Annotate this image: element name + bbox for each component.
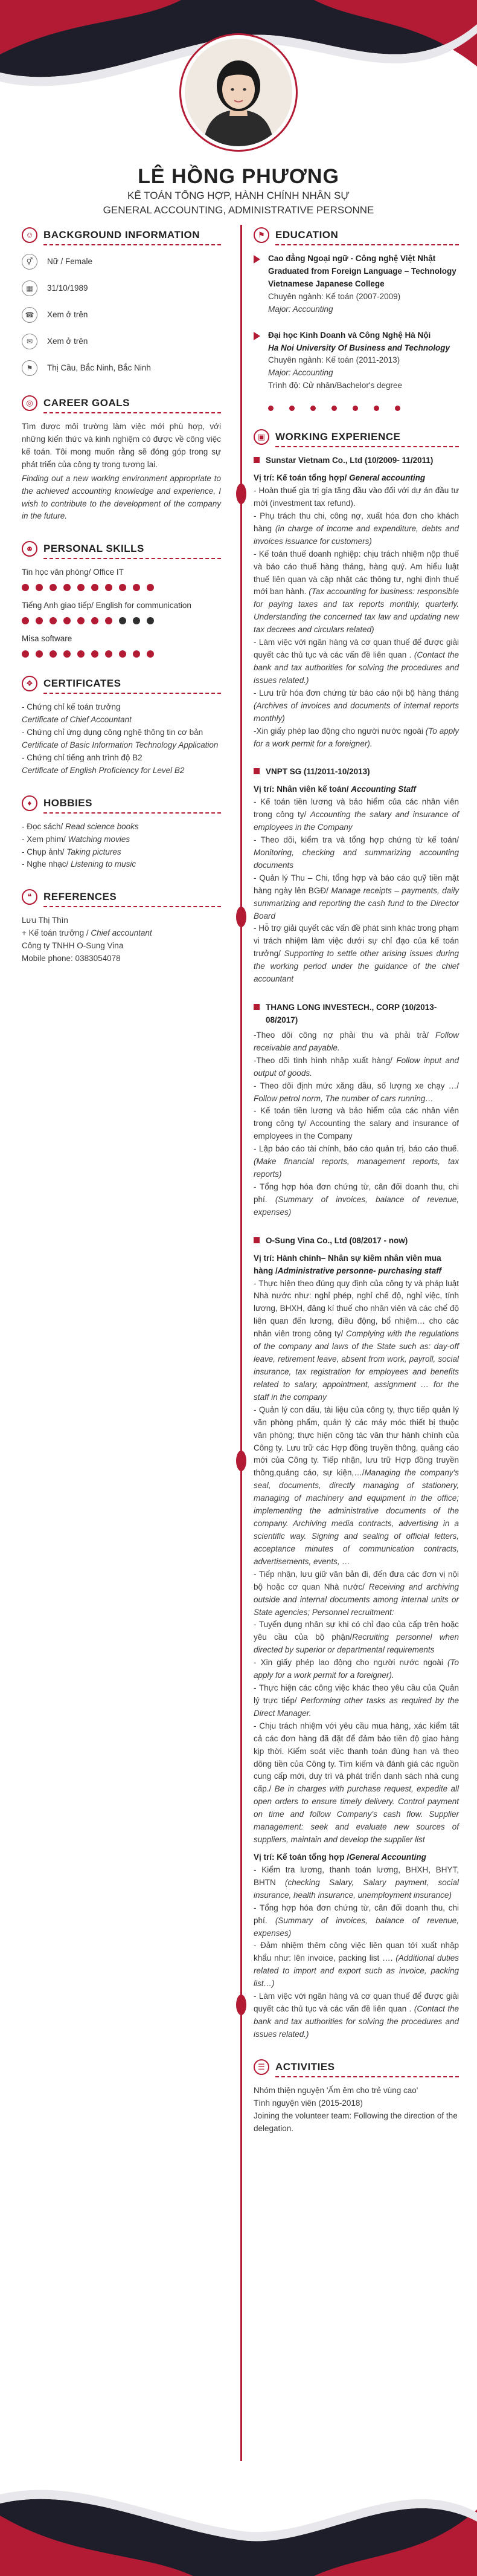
section-title: CAREER GOALS xyxy=(43,396,130,409)
job-duty-vietnamese: - Theo dõi, kiểm tra và tổng hợp chứng từ kế toán/ xyxy=(254,835,459,845)
job-duty-vietnamese: - Kiểm tra lương, thanh toán lương, BHXH, BHYT, BHTN xyxy=(254,1865,459,1887)
hobby-english: Read science books xyxy=(65,821,139,831)
job-duty-english: (Summary of invoices, balance of revenue, expenses) xyxy=(254,1194,459,1217)
decorative-dot xyxy=(268,406,274,411)
gender-icon: ⚥ xyxy=(22,254,37,270)
footer-wave-decoration xyxy=(0,2485,477,2576)
school-name: Đại học Kinh Doanh và Công Nghệ Hà Nội xyxy=(268,330,431,340)
job-duty xyxy=(254,1404,459,1568)
job-duty xyxy=(254,485,459,510)
job-duty-english: Receiving and archiving outside and internal documents among internal units or State agencies; Personnel recruitment: xyxy=(254,1582,459,1617)
rating-dot xyxy=(133,584,140,591)
career-goal-vietnamese: Tìm được môi trường làm việc mới phù hợp, với những kiến thức và kinh nghiệm có được về công việc kế toán. Tôi mong muốn rằng sẽ đóng góp trong sự phát triển của công ty trong tương lai. xyxy=(22,422,221,469)
decorative-dot xyxy=(289,406,295,411)
timeline-ornament xyxy=(236,1451,246,1471)
rating-dot xyxy=(77,650,85,658)
info-email xyxy=(22,332,221,351)
certificate-vietnamese: - Chứng chỉ ứng dụng công nghệ thông tin cơ bản xyxy=(22,727,203,737)
job-duty-english: Managing the company's seal, documents, directly managing of stationery, managing of machinery and equipment in the office; implementing the administrative documents of the company. Archiving media contracts, advertising in a scientific way. Signing and sealing of official letters, acceptance minutes of communication contracts, advertisements, events, … xyxy=(254,1468,459,1566)
personal-skills-section xyxy=(22,539,221,658)
candidate-name: LÊ HỒNG PHƯƠNG xyxy=(138,165,339,188)
job-role-english: Administrative personne- purchasing staff xyxy=(277,1266,442,1275)
section-divider xyxy=(43,412,221,413)
job-duty xyxy=(254,1657,459,1682)
job-duty-english: (Contact the bank and tax authorities for solving the procedures and issues related.) xyxy=(254,2004,459,2039)
job-duty-vietnamese: - Lập báo cáo tài chính, báo cáo quản trị, báo cáo thuế. xyxy=(254,1144,459,1154)
rating-dot xyxy=(91,650,98,658)
job-header xyxy=(254,1002,459,1027)
skills-list xyxy=(22,566,221,658)
rating-dot xyxy=(36,650,43,658)
job-duty-vietnamese: - Tổng hợp hóa đơn chứng từ, cân đối doanh thu, chi phí. xyxy=(254,1903,459,1925)
section-title: BACKGROUND INFORMATION xyxy=(43,228,200,241)
job-duty xyxy=(254,1990,459,2041)
job-duty xyxy=(254,1940,459,1990)
job-duty xyxy=(254,636,459,687)
rating-dot xyxy=(147,584,154,591)
job-duty xyxy=(254,1720,459,1846)
job-role xyxy=(254,783,459,796)
job-item xyxy=(254,1235,459,2041)
job-duty-english: (To apply for a work permit for a foreigner). xyxy=(254,1658,459,1680)
phone-icon: ☎ xyxy=(22,307,37,323)
jobs-list xyxy=(254,455,459,2041)
job-header xyxy=(254,766,459,778)
job-duty-vietnamese: - Thực hiện các công việc khác theo yêu cầu của Quản lý trực tiếp/ xyxy=(254,1683,459,1705)
job-duty-vietnamese: - Tổng hợp hóa đơn chứng từ, cân đối doanh thu, chi phí. xyxy=(254,1182,459,1204)
calendar-icon: ▦ xyxy=(22,280,37,296)
job-duty-vietnamese: - Hỗ trợ giải quyết các vấn đề phát sinh khác trong phạm vi trách nhiệm làm việc dưới sự chỉ đạo của kế toán trưởng/ xyxy=(254,924,459,959)
skill-name: Tiếng Anh giao tiếp/ English for communication xyxy=(22,601,191,610)
info-address xyxy=(22,359,221,377)
job-duty-english: (To apply for a work permit for a foreigner). xyxy=(254,726,459,748)
info-text: Nữ / Female xyxy=(47,256,93,266)
job-duty xyxy=(254,1568,459,1619)
school-name: Cao đẳng Ngoại ngữ - Công nghệ Việt Nhật xyxy=(268,254,436,263)
skill-rating xyxy=(22,584,221,591)
reference-role xyxy=(22,927,221,940)
job-duty-vietnamese: - Phụ trách thu chi, công nợ, xuất hóa đơn cho khách hàng xyxy=(254,511,459,533)
rating-dot xyxy=(22,584,29,591)
job-duty-vietnamese: - Chịu trách nhiệm với yêu cầu mua hàng, xác kiểm tất cả các đơn hàng đã đặt để đảm bảo tiền độ giao hàng kịp thời. Kiểm soát việc thanh toán đúng hạn và theo dõng tiền của Công ty. Tìm kiếm và đánh giá các nguồn cung cấp mới, duy trì và phát triển danh sách nhà cung cấp./ xyxy=(254,1721,459,1794)
hobby-vietnamese: - Nghe nhạc/ xyxy=(22,859,71,869)
job-company: O-Sung Vina Co., Ltd (08/2017 - now) xyxy=(266,1235,408,1245)
job-marker-icon xyxy=(254,1237,260,1243)
job-duty xyxy=(254,834,459,872)
job-duty-english: Recruiting personnel when directed by superior or departmental requirements xyxy=(254,1633,459,1655)
rating-dot xyxy=(133,617,140,624)
job-role-vietnamese: Vị trí: Nhân viên kế toán/ xyxy=(254,785,351,794)
location-icon: ⚑ xyxy=(22,360,37,376)
section-title: WORKING EXPERIENCE xyxy=(275,431,401,443)
rating-dot xyxy=(119,584,126,591)
hobby-item xyxy=(22,858,221,871)
rating-dot xyxy=(50,650,57,658)
rating-dot xyxy=(36,617,43,624)
job-duty-vietnamese: - Làm việc với ngân hàng và cơ quan thuế để được giải quyết các thủ tục và các vấn đề liên quan . xyxy=(254,638,459,660)
section-header xyxy=(254,225,459,245)
section-title: ACTIVITIES xyxy=(275,2060,335,2073)
job-role-vietnamese: Vị trí: Kế toán tổng hợp/ xyxy=(254,473,347,483)
job-duty xyxy=(254,1055,459,1080)
rating-dot xyxy=(147,650,154,658)
education-section xyxy=(254,225,459,411)
avatar-illustration xyxy=(185,39,292,146)
job-duty-vietnamese: - Kế toán tiền lương và bảo hiểm của các nhân viên trong công ty/ Accounting the salary and insurance of employees in the Company xyxy=(254,1106,459,1141)
job-role-english: General Accounting xyxy=(349,1853,426,1862)
job-marker-icon xyxy=(254,457,260,463)
section-divider xyxy=(43,906,221,907)
education-major-english: Major: Accounting xyxy=(268,368,333,378)
decorative-dot xyxy=(374,406,379,411)
rating-dot xyxy=(105,617,112,624)
job-marker-icon xyxy=(254,1004,260,1010)
certificate-english: Certificate of English Proficiency for Level B2 xyxy=(22,765,185,775)
briefcase-icon: ▣ xyxy=(254,429,269,445)
reference-name: Lưu Thị Thìn xyxy=(22,916,68,925)
skill-name: Tin học văn phòng/ Office IT xyxy=(22,568,124,577)
info-text: Xem ở trên xyxy=(47,336,88,346)
section-header xyxy=(22,673,221,694)
rating-dot xyxy=(36,584,43,591)
job-duty xyxy=(254,1029,459,1055)
skill-name: Misa software xyxy=(22,634,72,644)
job-duty xyxy=(254,796,459,834)
job-role xyxy=(254,1252,459,1278)
job-duty-vietnamese: - Tiếp nhận, lưu giữ văn bản đi, đến đưa các đơn vị nội bộ hoặc cơ quan Nhà nước/ xyxy=(254,1569,459,1591)
decorative-dots xyxy=(268,406,459,411)
job-duty-english: Follow petrol norm, The number of cars running… xyxy=(254,1093,434,1103)
job-duty-english: (Summary of invoices, balance of revenue, expenses) xyxy=(254,1915,459,1938)
section-title: HOBBIES xyxy=(43,797,92,809)
section-header xyxy=(22,225,221,245)
activity-icon: ☰ xyxy=(254,2059,269,2075)
job-duty-english: Complying with the regulations of the company and laws of the State such as: day-off leave, retirement leave, absent from work, payroll, social insurance, tax registration for employees and benefits related to salary, appointment, assignment … for the staff in the company xyxy=(254,1329,459,1402)
job-header xyxy=(254,1235,459,1248)
certificate-english: Certificate of Chief Accountant xyxy=(22,715,132,725)
decorative-dot xyxy=(310,406,316,411)
job-duty xyxy=(254,1864,459,1902)
job-duty-vietnamese: - Xin giấy phép lao động cho người nước ngoài xyxy=(254,1658,447,1668)
section-header xyxy=(22,393,221,413)
school-name-english: Graduated from Foreign Language – Technology Vietnamese Japanese College xyxy=(268,266,456,288)
section-divider xyxy=(43,244,221,245)
job-duty-english: Supporting to settle other arising issues during the working period under the guidance of the chief accountant xyxy=(254,949,459,984)
section-title: REFERENCES xyxy=(43,891,117,903)
job-duty-english: Follow input and output of goods. xyxy=(254,1055,459,1078)
job-duty-vietnamese: - Kế toán thuế doanh nghiệp: chịu trách nhiệm nộp thuế và báo cáo thuế hàng tháng, hàng quý. Am hiểu luật thuế liên quan và cập nhật các thông tư, nghị định thuế mới ban hành. xyxy=(254,549,459,597)
timeline-bullet-icon xyxy=(254,255,260,264)
email-icon: ✉ xyxy=(22,334,37,349)
background-section xyxy=(22,225,221,377)
avatar xyxy=(181,35,296,150)
section-header xyxy=(22,887,221,907)
job-item xyxy=(254,1002,459,1219)
decorative-dot xyxy=(395,406,400,411)
career-goals-section xyxy=(22,393,221,523)
hobby-vietnamese: - Xem phim/ xyxy=(22,834,68,844)
rating-dot xyxy=(119,617,126,624)
job-duty-vietnamese: - Tuyển dụng nhân sự khi có chỉ đạo của cấp trên hoặc yêu cầu của bộ phận/ xyxy=(254,1620,459,1642)
skill-rating xyxy=(22,617,221,624)
job-company: THANG LONG INVESTECH., CORP (10/2013-08/2017) xyxy=(266,1003,437,1025)
section-header xyxy=(254,427,459,447)
hobby-english: Watching movies xyxy=(68,834,130,844)
info-gender xyxy=(22,253,221,271)
job-item xyxy=(254,766,459,986)
education-item xyxy=(254,253,459,316)
hobby-item xyxy=(22,846,221,859)
job-duty-vietnamese: - Theo dõi định mức xăng dầu, số lượng xe chạy …/ xyxy=(254,1081,459,1090)
right-column xyxy=(254,225,459,2151)
timeline-bullet-icon xyxy=(254,332,260,340)
certificate-icon: ❖ xyxy=(22,676,37,691)
job-duty-english: Performing other tasks as required by the Direct Manager. xyxy=(254,1695,459,1718)
job-duty-vietnamese: -Theo dõi công nợ phải thu và phải trả/ xyxy=(254,1030,435,1040)
certificate-english: Certificate of Basic Information Technology Application xyxy=(22,740,219,749)
activity-item: Joining the volunteer team: Following the direction of the delegation. xyxy=(254,2111,458,2133)
timeline-line xyxy=(240,225,242,2461)
hobby-item xyxy=(22,833,221,846)
rating-dot xyxy=(147,617,154,624)
job-duty-english: Follow receivable and payable. xyxy=(254,1030,459,1052)
job-company: Sunstar Vietnam Co., Ltd (10/2009- 11/2011) xyxy=(266,456,434,465)
job-duty xyxy=(254,548,459,636)
job-duty xyxy=(254,725,459,751)
info-phone xyxy=(22,306,221,324)
job-role-english: Accounting Staff xyxy=(351,785,417,794)
job-duty-english: Accounting the salary and insurance of employees in the Company xyxy=(254,810,459,832)
rating-dot xyxy=(133,650,140,658)
hobbies-section xyxy=(22,793,221,872)
job-duty-english: (checking Salary, Salary payment, social insurance, health insurance, unemployment insurance) xyxy=(254,1877,459,1900)
reference-role-vietnamese: + Kế toán trưởng / xyxy=(22,928,89,938)
job-duty-vietnamese: - Quản lý Thu – Chi, tổng hợp và báo cáo quỹ tiền mặt hàng ngày lên BGĐ/ xyxy=(254,873,459,895)
rating-dot xyxy=(22,650,29,658)
section-title: EDUCATION xyxy=(275,228,339,241)
job-duty xyxy=(254,1278,459,1404)
skill-rating xyxy=(22,650,221,658)
user-icon: ☺ xyxy=(22,227,37,243)
job-duty xyxy=(254,1902,459,1940)
certificate-vietnamese: - Chứng chỉ kế toán trưởng xyxy=(22,702,121,712)
job-duty-vietnamese: - Thực hiện theo đúng quy định của công ty và pháp luật Nhà nước như: nghỉ phép, nghỉ chế độ, nghỉ việc, tính lương, BHXH, đăng kí thuế cho nhân viên và các chế độ liên quan đến lương, điều động, bổ nhiệm… cho các nhân viên trong công ty/ xyxy=(254,1278,459,1339)
job-duty-english: (in charge of income and expenditure, debts and invoices issuance for customers) xyxy=(254,523,459,546)
candidate-title xyxy=(0,189,477,218)
activity-item: Tình nguyện viên (2015-2018) xyxy=(254,2098,363,2108)
section-divider xyxy=(275,2076,459,2077)
section-divider xyxy=(275,244,459,245)
job-duty-english: (Archives of invoices and documents of internal reports monthly) xyxy=(254,701,459,723)
title-english: GENERAL ACCOUNTING, ADMINISTRATIVE PERSONNE xyxy=(103,204,374,216)
rating-dot xyxy=(105,584,112,591)
section-title: PERSONAL SKILLS xyxy=(43,543,144,555)
career-goal-english: Finding out a new working environment appropriate to the achieved accounting knowledge and experience, I wish to contribute to the development of the company in the future. xyxy=(22,473,221,521)
education-major-english: Major: Accounting xyxy=(268,304,333,314)
quote-icon: ❝ xyxy=(22,889,37,905)
section-divider xyxy=(275,446,459,447)
activity-item: Nhóm thiện nguyện 'Ấm êm cho trẻ vùng cao' xyxy=(254,2085,418,2095)
education-major: Chuyên ngành: Kế toán (2007-2009) xyxy=(268,291,401,301)
hobby-item xyxy=(22,821,221,833)
job-role xyxy=(254,472,459,485)
person-icon: ☻ xyxy=(22,541,37,557)
timeline-ornament xyxy=(236,484,246,504)
job-duty xyxy=(254,922,459,986)
job-duty xyxy=(254,1682,459,1720)
job-role-vietnamese: Vị trí: Hành chính– Nhân sự kiêm nhân viên mua hàng / xyxy=(254,1253,441,1275)
section-divider xyxy=(43,812,221,814)
section-header xyxy=(22,793,221,814)
activities-section xyxy=(254,2057,459,2135)
references-section xyxy=(22,887,221,965)
job-duty-vietnamese: - Đảm nhiệm thêm công việc liên quan tới xuất nhập khẩu như: lên invoice, packing list …. xyxy=(254,1941,459,1963)
rating-dot xyxy=(63,650,71,658)
info-text: Xem ở trên xyxy=(47,309,88,319)
job-marker-icon xyxy=(254,768,260,774)
timeline-ornament xyxy=(236,1995,246,2015)
timeline-ornament xyxy=(236,907,246,927)
job-duty-vietnamese: - Làm việc với ngân hàng và cơ quan thuế để được giải quyết các thủ tục và các vấn đề liên quan . xyxy=(254,1992,459,2014)
job-duty xyxy=(254,1619,459,1657)
job-duty-vietnamese: - Quản lý con dấu, tài liệu của công ty, thực tiếp quản lý văn phòng phẩm, quản lý các máy móc thiết bị thuộc văn phòng; thực hiện công tác văn thư hành chính của Công ty. Lưu trữ các Hợp đồng truyền thông, quảng cáo mới của Công ty. Tiếp nhận, lưu trữ Hợp đồng truyền thông,quảng cáo, sự kiện,…/ xyxy=(254,1405,459,1478)
job-role xyxy=(254,1851,459,1864)
hobby-vietnamese: - Chụp ảnh/ xyxy=(22,847,67,856)
rating-dot xyxy=(77,617,85,624)
certificate-vietnamese: - Chứng chỉ tiếng anh trình độ B2 xyxy=(22,752,142,762)
job-role-english: General accounting xyxy=(347,473,426,483)
job-company: VNPT SG (11/2011-10/2013) xyxy=(266,767,370,777)
section-header xyxy=(22,539,221,559)
rating-dot xyxy=(119,650,126,658)
rating-dot xyxy=(91,617,98,624)
certificates-section xyxy=(22,673,221,777)
school-name-english: Ha Noi University Of Business and Technology xyxy=(268,343,450,352)
job-duty xyxy=(254,1143,459,1181)
hobby-english: Taking pictures xyxy=(66,847,121,856)
gamepad-icon: ♦ xyxy=(22,795,37,811)
reference-role-english: Chief accountant xyxy=(91,928,152,938)
hobby-english: Listening to music xyxy=(71,859,136,869)
info-birthday xyxy=(22,279,221,297)
job-duty xyxy=(254,1181,459,1219)
section-divider xyxy=(43,558,221,559)
rating-dot xyxy=(91,584,98,591)
rating-dot xyxy=(63,584,71,591)
job-duty xyxy=(254,1080,459,1105)
rating-dot xyxy=(22,617,29,624)
section-header xyxy=(254,2057,459,2077)
job-duty xyxy=(254,510,459,548)
job-duty xyxy=(254,1105,459,1143)
rating-dot xyxy=(63,617,71,624)
job-duty-english: (Additional duties related to import and export such as invoice, packing list…) xyxy=(254,1953,459,1989)
job-duty-english: (Make financial reports, management reports, tax reports) xyxy=(254,1157,459,1179)
job-duty-english: Manage receipts – payments, daily summarizing and reporting the cash fund to the Director Board xyxy=(254,885,459,921)
experience-section xyxy=(254,427,459,2041)
reference-phone: Mobile phone: 0383054078 xyxy=(22,954,121,963)
job-duty-vietnamese: - Hoàn thuế gia trị gia tăng đầu vào đối với dự án đầu tư mới (investment tax refund). xyxy=(254,486,459,508)
left-column xyxy=(22,225,221,981)
rating-dot xyxy=(77,584,85,591)
decorative-dot xyxy=(353,406,358,411)
job-duty-english: Be in charges with purchase request, expedite all open orders to ensure timely delivery. Control payment on time and follow Company's cash flow. Supplier management: seek and evaluate new sources of suppliers, maintain and develop the supplier list xyxy=(254,1784,459,1845)
job-duty-vietnamese: - Lưu trữ hóa đơn chứng từ báo cáo nội bộ hàng tháng xyxy=(254,688,459,697)
job-duty-english: (Contact the bank and tax authorities for solving the procedures and issues related.) xyxy=(254,650,459,685)
rating-dot xyxy=(50,617,57,624)
job-role-vietnamese: Vị trí: Kế toán tổng hợp / xyxy=(254,1853,350,1862)
job-item xyxy=(254,455,459,750)
section-title: CERTIFICATES xyxy=(43,677,121,689)
target-icon: ◎ xyxy=(22,395,37,411)
job-duty-english: Monitoring, checking and summarizing accounting documents xyxy=(254,847,459,870)
job-duty-vietnamese: - Kế toán tiền lương và bảo hiểm của các nhân viên trong công ty/ xyxy=(254,797,459,820)
hobby-vietnamese: - Đọc sách/ xyxy=(22,821,66,831)
job-duty-vietnamese: -Xin giấy phép lao động cho người nước ngoài xyxy=(254,726,426,736)
reference-company: Công ty TNHH O-Sung Vina xyxy=(22,941,124,951)
job-duty-vietnamese: -Theo dõi tình hình nhập xuất hàng/ xyxy=(254,1055,397,1065)
education-major: Chuyên ngành: Kế toán (2011-2013) xyxy=(268,355,400,365)
graduation-cap-icon: ⚑ xyxy=(254,227,269,243)
education-degree: Trình độ: Cử nhân/Bachelor's degree xyxy=(268,381,402,390)
rating-dot xyxy=(105,650,112,658)
job-duty xyxy=(254,687,459,725)
job-duty xyxy=(254,872,459,923)
title-vietnamese: KẾ TOÁN TỔNG HỢP, HÀNH CHÍNH NHÂN SỰ xyxy=(127,190,350,201)
job-header xyxy=(254,455,459,467)
job-duty-english: (Tax accounting for business: responsible for paying taxes and tax reports monthly, quarterly. Understanding the concerned tax law and updating new tax decrees and circulars related) xyxy=(254,587,459,635)
info-text: Thị Cầu, Bắc Ninh, Bắc Ninh xyxy=(47,363,151,372)
rating-dot xyxy=(50,584,57,591)
section-divider xyxy=(43,693,221,694)
education-item xyxy=(254,329,459,393)
info-text: 31/10/1989 xyxy=(47,283,88,293)
decorative-dot xyxy=(331,406,337,411)
